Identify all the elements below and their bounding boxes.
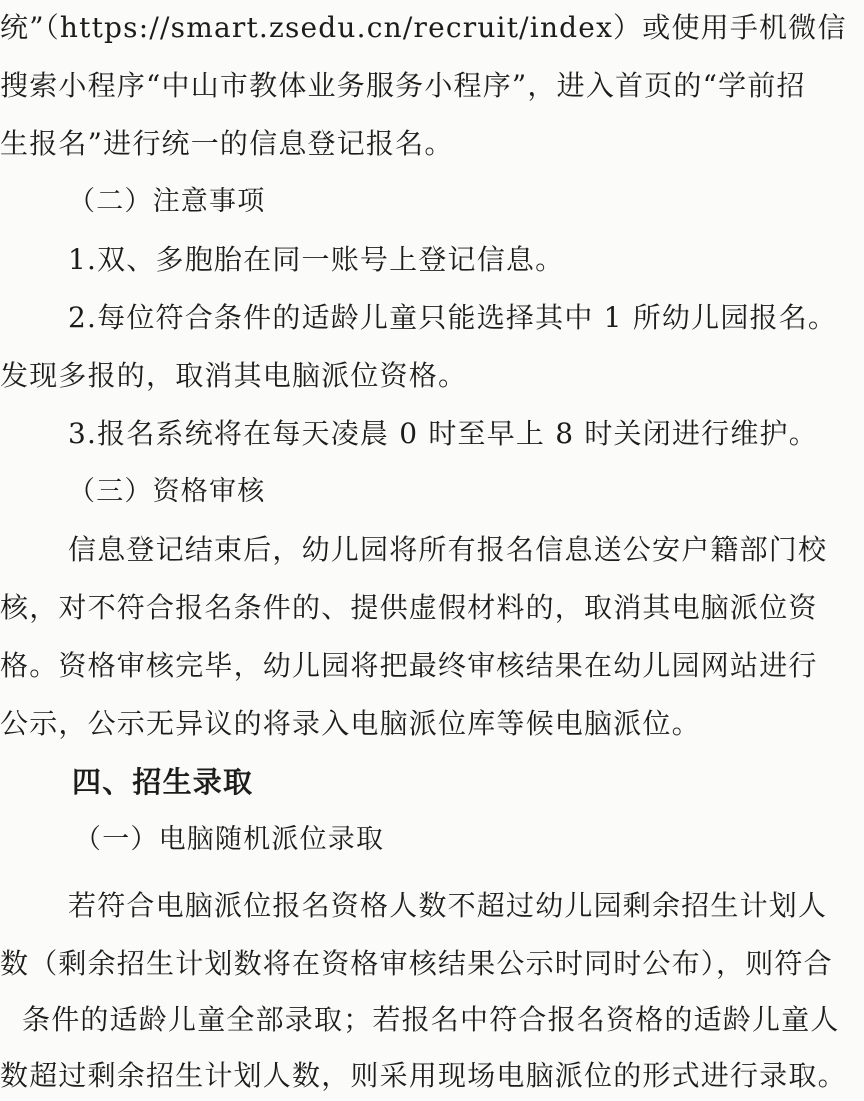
- list-item: 1.双、多胞胎在同一账号上登记信息。: [68, 243, 565, 276]
- section-subheading: （三）资格审核: [68, 476, 266, 507]
- list-item: 3.报名系统将在每天凌晨 0 时至早上 8 时关闭进行维护。: [68, 417, 818, 450]
- list-item: 2.每位符合条件的适龄儿童只能选择其中 1 所幼儿园报名。: [68, 301, 838, 334]
- text-line: 统”（https://smart.zsedu.cn/recruit/index）或使用手机微信: [0, 11, 847, 44]
- paragraph-line: 核，对不符合报名条件的、提供虚假材料的，取消其电脑派位资: [0, 591, 818, 624]
- paragraph-line: 数超过剩余招生计划人数，则采用现场电脑派位的形式进行录取。: [0, 1059, 847, 1092]
- paragraph-line: 格。资格审核完毕，幼儿园将把最终审核结果在幼儿园网站进行: [0, 649, 818, 682]
- section-subheading: （一）电脑随机派位录取: [74, 824, 385, 855]
- paragraph-line: 数（剩余招生计划数将在资格审核结果公示时同时公布），则符合: [0, 947, 833, 980]
- section-subheading: （二）注意事项: [68, 186, 266, 217]
- text-line: 搜索小程序“中山市教体业务服务小程序”，进入首页的“学前招: [0, 69, 806, 102]
- paragraph-line: 信息登记结束后，幼儿园将所有报名信息送公安户籍部门校: [68, 533, 828, 566]
- text-line: 发现多报的，取消其电脑派位资格。: [0, 359, 468, 392]
- section-heading: 四、招生录取: [72, 765, 254, 799]
- paragraph-line: 若符合电脑派位报名资格人数不超过幼儿园剩余招生计划人: [68, 889, 828, 922]
- paragraph-line: 公示，公示无异议的将录入电脑派位库等候电脑派位。: [0, 707, 701, 740]
- text-line: 生报名”进行统一的信息登记报名。: [0, 127, 454, 160]
- paragraph-line: 条件的适龄儿童全部录取；若报名中符合报名资格的适龄儿童人: [22, 1003, 840, 1036]
